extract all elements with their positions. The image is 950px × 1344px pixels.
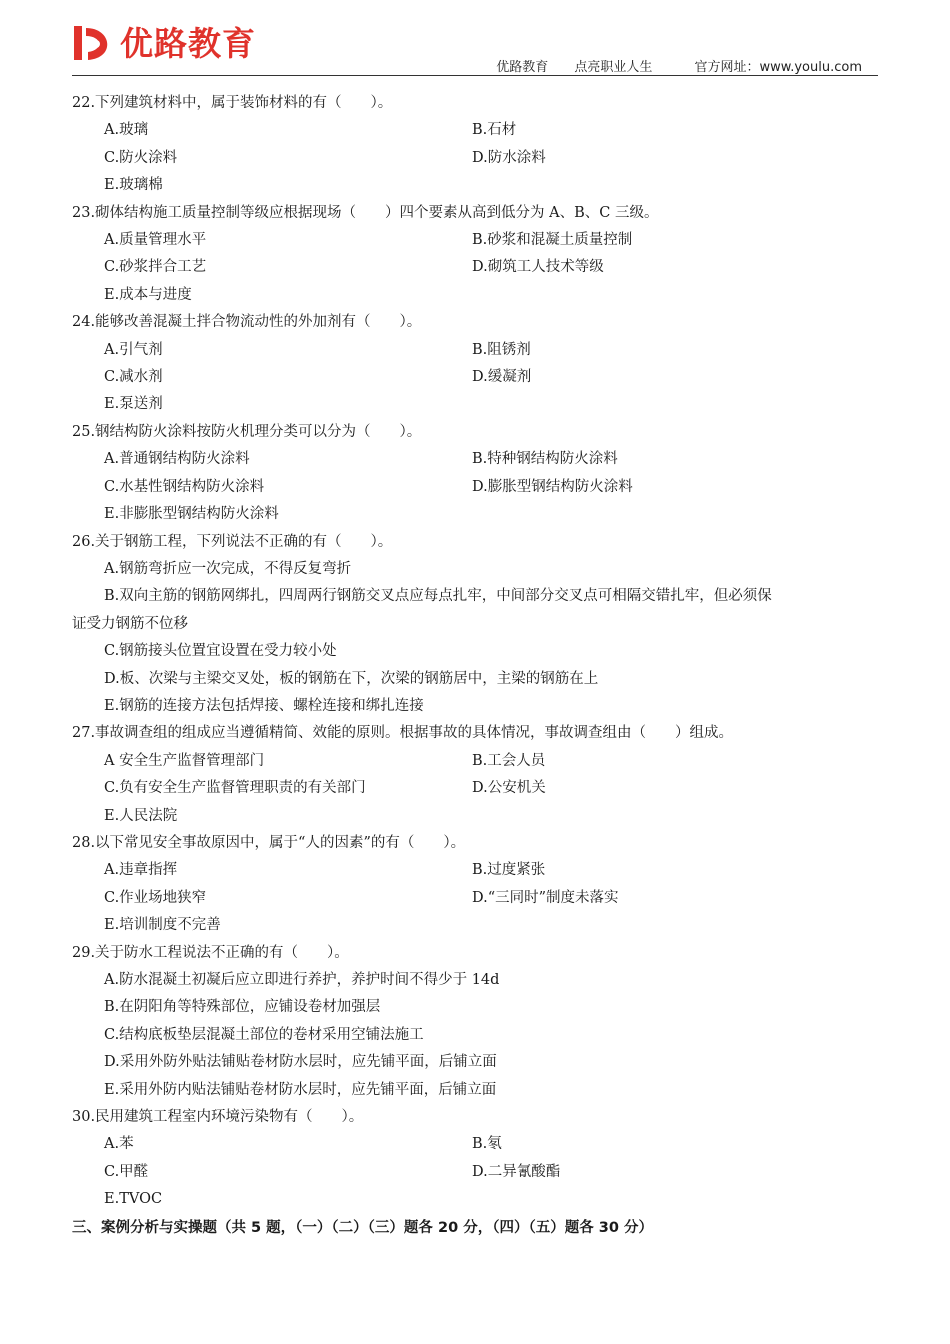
question-stem: 27.事故调查组的组成应当遵循精简、效能的原则。根据事故的具体情况，事故调查组由（ ）组成。 xyxy=(72,725,734,742)
option-a: A.防水混凝土初凝后应立即进行养护，养护时间不得少于 14d xyxy=(104,972,500,988)
option-c: C.减水剂 xyxy=(104,369,163,386)
option-c: C.甲醛 xyxy=(104,1163,149,1180)
option-a: A.质量管理水平 xyxy=(104,232,207,249)
option-row xyxy=(72,364,878,391)
option-e: E.泵送剂 xyxy=(104,396,163,413)
option-d: D.防水涂料 xyxy=(472,149,546,166)
option-row xyxy=(72,748,878,775)
option-e: E.培训制度不完善 xyxy=(104,917,221,934)
section-heading: 三、案例分析与实操题（共 5 题，（一）（二）（三）题各 20 分，（四）（五）题各 30 分） xyxy=(72,1219,653,1236)
option-c: C.砂浆拌合工艺 xyxy=(104,259,207,276)
option-a: A 安全生产监督管理部门 xyxy=(104,752,265,769)
option-row xyxy=(72,474,878,501)
option-c: C.作业场地狭窄 xyxy=(104,889,207,906)
option-row xyxy=(72,145,878,172)
option-a: A.玻璃 xyxy=(104,122,149,139)
option-b: B.过度紧张 xyxy=(472,862,546,879)
option-row xyxy=(72,1131,878,1158)
question-stem: 23.砌体结构施工质量控制等级应根据现场（ ）四个要素从高到低分为 A、B、C 三级。 xyxy=(72,204,659,221)
website: 官方网址：www.youlu.com xyxy=(694,60,862,75)
option-row xyxy=(72,337,878,364)
option-b: B.阻锈剂 xyxy=(472,341,531,358)
option-e: E.采用外防内贴法铺贴卷材防水层时，应先铺平面，后铺立面 xyxy=(104,1081,497,1098)
question-stem: 26.关于钢筋工程，下列说法不正确的有（ ）。 xyxy=(72,533,393,550)
option-d: D.二异氰酸酯 xyxy=(472,1163,561,1180)
header-info xyxy=(474,56,862,75)
option-d: D.采用外防外贴法铺贴卷材防水层时，应先铺平面，后铺立面 xyxy=(104,1054,497,1071)
option-c: C.负有安全生产监督管理职责的有关部门 xyxy=(104,780,366,797)
option-row xyxy=(72,254,878,281)
page-header xyxy=(72,22,878,78)
option-row xyxy=(72,857,878,884)
option-b: B.砂浆和混凝土质量控制 xyxy=(472,232,633,249)
question-stem: 28.以下常见安全事故原因中，属于“人的因素”的有（ ）。 xyxy=(72,834,466,851)
option-b: B.工会人员 xyxy=(472,752,546,769)
option-d: D.“三同时”制度未落实 xyxy=(472,889,619,906)
option-e: E.成本与进度 xyxy=(104,286,192,303)
question-list xyxy=(72,90,878,1242)
option-e: E.钢筋的连接方法包括焊接、螺栓连接和绑扎连接 xyxy=(104,697,424,714)
option-d: D.缓凝剂 xyxy=(472,369,532,386)
option-c: C.水基性钢结构防火涂料 xyxy=(104,478,265,495)
option-row xyxy=(72,885,878,912)
option-a: A.苯 xyxy=(104,1136,134,1153)
header-divider xyxy=(72,75,878,76)
question-stem: 22.下列建筑材料中，属于装饰材料的有（ ）。 xyxy=(72,95,393,111)
option-d: D.膨胀型钢结构防火涂料 xyxy=(472,478,633,495)
question-stem: 29.关于防水工程说法不正确的有（ ）。 xyxy=(72,944,349,961)
option-b: B.特种钢结构防火涂料 xyxy=(472,451,618,468)
question-stem: 25.钢结构防火涂料按防火机理分类可以分为（ ）。 xyxy=(72,423,422,440)
option-row xyxy=(72,775,878,802)
option-b: B.石材 xyxy=(472,122,517,139)
option-c: C.钢筋接头位置宜设置在受力较小处 xyxy=(104,643,337,660)
option-b: B.氡 xyxy=(472,1136,502,1153)
question-stem: 24.能够改善混凝土拌合物流动性的外加剂有（ ）。 xyxy=(72,314,422,331)
youlu-logo-icon xyxy=(72,22,116,66)
option-row xyxy=(72,117,878,144)
option-b-continued: 证受力钢筋不位移 xyxy=(72,615,188,632)
option-e: E.非膨胀型钢结构防火涂料 xyxy=(104,506,279,523)
option-c: C.防火涂料 xyxy=(104,149,178,166)
slogan: 点亮职业人生 xyxy=(574,60,653,75)
option-row xyxy=(72,227,878,254)
option-a: A.普通钢结构防火涂料 xyxy=(104,451,250,468)
option-e: E.玻璃棉 xyxy=(104,177,163,194)
option-b: B.在阴阳角等特殊部位，应铺设卷材加强层 xyxy=(104,999,381,1016)
option-row xyxy=(72,1159,878,1186)
option-b: B.双向主筋的钢筋网绑扎，四周两行钢筋交叉点应每点扎牢，中间部分交叉点可相隔交错扎牢，但必须保 xyxy=(104,588,772,605)
option-a: A.钢筋弯折应一次完成，不得反复弯折 xyxy=(104,560,352,577)
brand-name: 优路教育 xyxy=(120,24,256,63)
org-name: 优路教育 xyxy=(496,60,549,75)
option-d: D.公安机关 xyxy=(472,780,546,797)
option-a: A.违章指挥 xyxy=(104,862,178,879)
brand-logo xyxy=(72,22,256,66)
option-e: E.TVOC xyxy=(104,1191,163,1208)
option-c: C.结构底板垫层混凝土部位的卷材采用空铺法施工 xyxy=(104,1026,424,1043)
option-d: D.板、次梁与主梁交叉处，板的钢筋在下，次梁的钢筋居中，主梁的钢筋在上 xyxy=(104,670,599,687)
option-d: D.砌筑工人技术等级 xyxy=(472,259,604,276)
option-row xyxy=(72,446,878,473)
question-stem: 30.民用建筑工程室内环境污染物有（ ）。 xyxy=(72,1109,364,1126)
option-e: E.人民法院 xyxy=(104,807,178,824)
option-a: A.引气剂 xyxy=(104,341,163,358)
